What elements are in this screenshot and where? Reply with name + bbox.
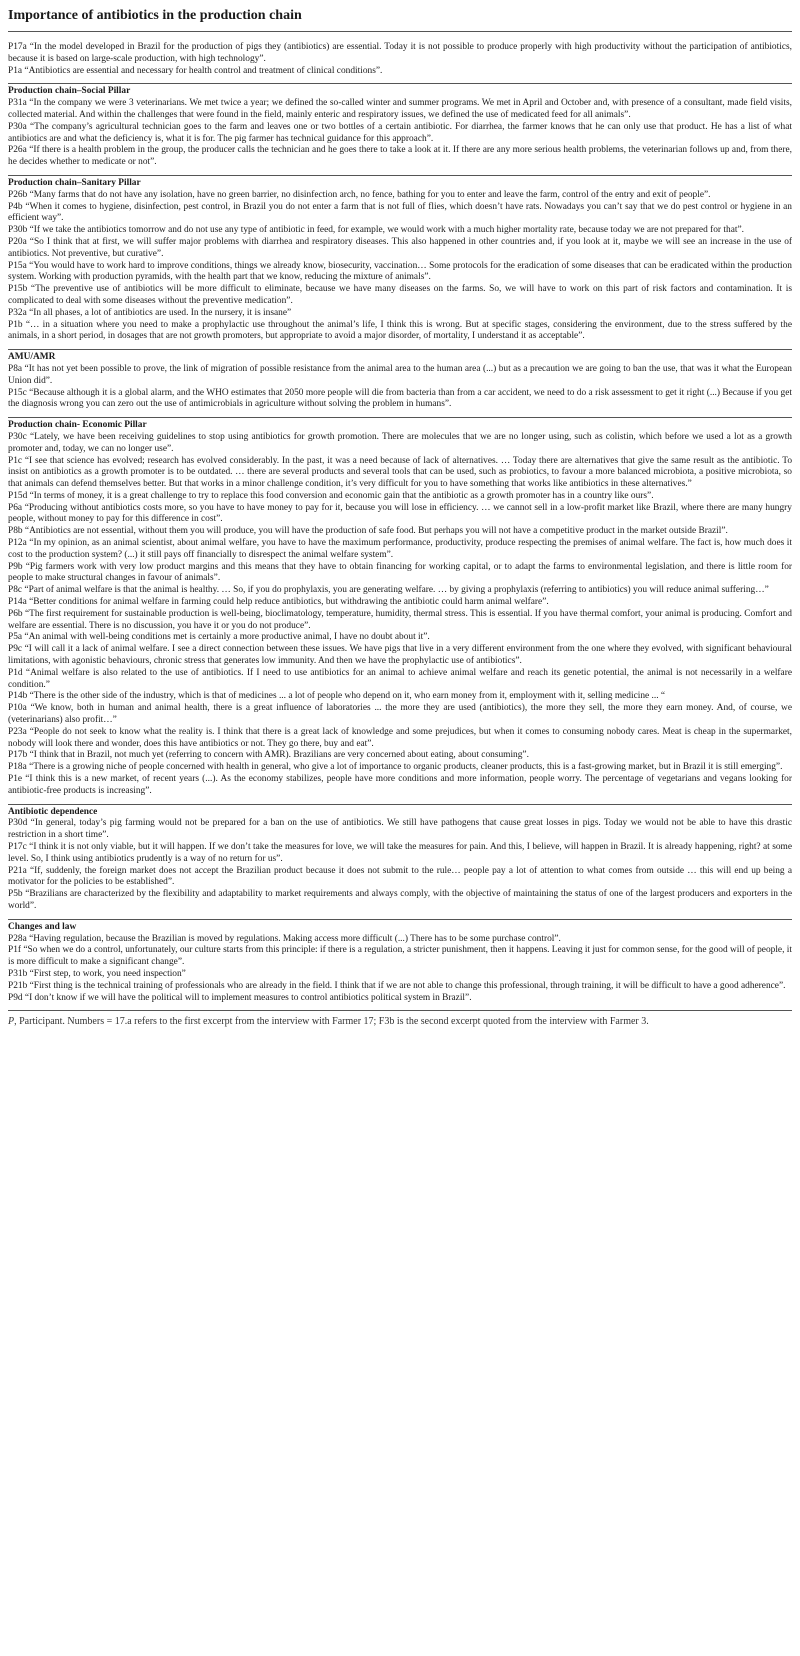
quote: P15d “In terms of money, it is a great challenge to try to replace this food conversion and economic gain that the antibiotic as a growth promoter has in a country like ours”. [8, 490, 654, 501]
table-title: Importance of antibiotics in the production chain [8, 4, 792, 32]
quote: P15c “Because although it is a global alarm, and the WHO estimates that 2050 more people will die from bacteria than from a car accident, we need to do a risk assessment to get it right (...) Because if you get the diagnosis wrong you can zero out the use of antimicrobials in agriculture without solving the problem in humans”. [8, 387, 792, 410]
quote: P23a “People do not seek to know what the reality is. I think that there is a great lack of knowledge and some prejudices, but when it comes to consuming nobody cares. Meat is cheap in the supermarket, nobody will look there and wonder, does this have antibiotics or not. They go there, buy and eat”. [8, 726, 792, 749]
intro-block [8, 32, 792, 77]
quote: P1e “I think this is a new market, of recent years (...). As the economy stabilizes, people have more conditions and more information, people worry. The percentage of vegetarians and vegans looking for antibiotic-free products is increasing”. [8, 774, 792, 796]
quote: P9b “Pig farmers work with very low product margins and this means that they have to obtain financing for working capital, or to adapt the farms to environmental legislation, and there is little room for people to make structural changes in favour of animals”. [8, 561, 792, 584]
section-title: Production chain- Economic Pillar [8, 420, 147, 431]
quote: P20a “So I think that at first, we will suffer major problems with diarrhea and respiratory diseases. This also happened in other countries and, if you look at it, maybe we will see an increase in the use of antibiotics. Not preventive, but curative”. [8, 236, 792, 259]
quote: P21b “First thing is the technical training of professionals who are already in the field. I think that if we are not able to change this professional, through training, it will be difficult to have a good adherence”. [8, 980, 786, 991]
quote: P1a “Antibiotics are essential and necessary for health control and treatment of clinical conditions”. [8, 65, 383, 76]
footnote [8, 1010, 792, 1028]
section [8, 804, 792, 913]
quote: P30c “Lately, we have been receiving guidelines to stop using antibiotics for growth promotion. There are molecules that we are no longer using, such as colistin, which before we used a lot as a growth promoter and, today, we can no longer use”. [8, 431, 792, 454]
quote: P14a “Better conditions for animal welfare in farming could help reduce antibiotics, but withdrawing the antibiotic could harm animal welfare”. [8, 597, 549, 608]
quote: P30a “The company’s agricultural technician goes to the farm and leaves one or two bottles of a certain antibiotic. For diarrhea, the farmer knows that he can only use that product. He has a list of what antibiotics are and what the deficiency is, what it is for. The pig farmer has technical guidance for this approach”. [8, 121, 792, 144]
quote: P31a “In the company we were 3 veterinarians. We met twice a year; we defined the so-called winter and summer programs. We met in April and October and, with presence of a consultant, made field visits, collected material. And within the challenges that were found in the field, mainly enteric and respiratory issues, we defined the use of medicated feed for all animals”. [8, 98, 792, 120]
quote: P9c “I will call it a lack of animal welfare. I see a direct connection between these issues. We have pigs that live in a very different environment from the one where they evolved, with significant behavioural limitations, with agonistic behaviours, chronic stress that generates low immunity. And then we have the prophylactic use of antibiotics”. [8, 644, 792, 667]
quote: P18a “There is a growing niche of people concerned with health in general, who give a lot of importance to organic products, cleaner products, this is a fast-growing market, but in Brazil it is still emerging”. [8, 762, 783, 773]
quote: P21a “If, suddenly, the foreign market does not accept the Brazilian product because it does not submit to the rule… people pay a lot of attention to what comes from outside … this will end up being a motivator for the policies to be established”. [8, 865, 792, 888]
quote: P5b “Brazilians are characterized by the flexibility and adaptability to market requirements and always comply, with the objective of maintaining the status of one of the largest producers and exporters in the world”. [8, 889, 792, 911]
section [8, 175, 792, 343]
quote: P1b “… in a situation where you need to make a prophylactic use throughout the animal’s life, I think this is wrong. But at specific stages, considering the environment, due to the stress suffered by the animals, in a short period, in dosages that are not growth promoters, but appropriate to avoid a major disorder, of mortality, I understand it as acceptable”. [8, 319, 792, 342]
quote: P32a “In all phases, a lot of antibiotics are used. In the nursery, it is insane” [8, 307, 292, 318]
quote: P4b “When it comes to hygiene, disinfection, pest control, in Brazil you do not enter a farm that is not full of flies, which doesn’t have rats. Nowadays you can’t say that we do pest control or hygiene in an efficient way”. [8, 201, 792, 224]
quote: P15b “The preventive use of antibiotics will be more difficult to eliminate, because we have many diseases on the farms. So, we will have to work on this part of risk factors and contamination. It is complicated to deal with some diseases without the preventive medication”. [8, 284, 792, 306]
section [8, 349, 792, 411]
quote: P9d “I don’t know if we will have the political will to implement measures to control antibiotics political system in Brazil”. [8, 992, 472, 1003]
footnote-text: , Participant. Numbers = 17.a refers to the first excerpt from the interview with Farmer 17; F3b is the second excerpt quoted from the interview with Farmer 3. [14, 1016, 649, 1028]
section-title: Production chain–Sanitary Pillar [8, 177, 141, 188]
quote: P28a “Having regulation, because the Brazilian is moved by regulations. Making access more difficult (...) There has to be some purchase control”. [8, 933, 561, 944]
section-title: AMU/AMR [8, 352, 56, 363]
quote: P5a “An animal with well-being conditions met is certainly a more productive animal, I have no doubt about it”. [8, 632, 430, 643]
quote: P30d “In general, today’s pig farming would not be prepared for a ban on the use of antibiotics. We still have pathogens that cause great losses in pigs. Today we would not be able to have this drastic restriction in a short time”. [8, 818, 792, 841]
quote: P10a “We know, both in human and animal health, there is a great influence of laboratories ... the more they are used (antibiotics), the more they sell, the more they earn money. And, of course, we (veterinarians) also profit…” [8, 703, 792, 726]
quote: P1c “I see that science has evolved; research has evolved considerably. In the past, it was a need because of lack of alternatives. … Today there are alternatives that give the same result as the antibiotic. To insist on antibiotics as a growth promoter is to be outdated. … there are several products and several tools that can be used, such as probiotics, to favour a more balanced microbiota, a positive microbiota, so that animals can defend themselves better. But that works in a minor challenge condition, it’s very difficult for you to have something that works like antibiotics in these alternatives.” [8, 455, 792, 490]
section [8, 417, 792, 798]
quote: P31b “First step, to work, you need inspection” [8, 968, 186, 979]
quote: P26a “If there is a health problem in the group, the producer calls the technician and he goes there to take a look at it. If there are any more serious health problems, the veterinarian follows up and, from there, he decides whether to medicate or not”. [8, 145, 792, 168]
quote: P17c “I think it is not only viable, but it will happen. If we don’t take the measures for love, we will take the measures for pain. And this, I believe, will happen in Brazil. It is already happening, right? at some level. So, I think using antibiotics prudently is a way of no return for us”. [8, 842, 792, 864]
quote: P17b “I think that in Brazil, not much yet (referring to concern with AMR). Brazilians are very concerned about eating, about consuming”. [8, 750, 529, 761]
quote: P12a “In my opinion, as an animal scientist, about animal welfare, you have to have the maximum performance, productivity, produce respecting the premises of animal welfare. The fact is, how much does it cost to the production system? (...) it still pays off financially to disrespect the animal welfare system”. [8, 538, 792, 560]
quote: P8c “Part of animal welfare is that the animal is healthy. … So, if you do prophylaxis, you are generating welfare. … by giving a prophylaxis (referring to antibiotics) you will reduce animal suffering…” [8, 585, 769, 596]
quote: P30b “If we take the antibiotics tomorrow and do not use any type of antibiotic in feed, for example, we would work with a much higher mortality rate, because today we are not prepared for that”. [8, 225, 744, 236]
quote: P8b “Antibiotics are not essential, without them you will produce, you will have the production of safe food. But perhaps you will not have a competitive product in the market outside Brazil”. [8, 526, 728, 537]
quote: P1f “So when we do a control, unfortunately, our culture starts from this principle: if there is a regulation, a stricter punishment, then it happens. Leaving it just for common sense, for the good will of people, it is more difficult to make a significant change”. [8, 945, 792, 968]
section [8, 919, 792, 1005]
quote: P17a “In the model developed in Brazil for the production of pigs they (antibiotics) are essential. Today it is not possible to produce properly with high productivity without the participation of antibiotics, because it is based on large-scale production, with high technology”. [8, 42, 792, 64]
quote: P15a “You would have to work hard to improve conditions, things we already know, biosecurity, vaccination… Some protocols for the eradication of some diseases that can be eradicated within the production system. Working with production pyramids, with the health part that we know, reducing the mixture of animals”. [8, 260, 792, 283]
quote: P26b “Many farms that do not have any isolation, have no green barrier, no disinfection arch, no fence, bathing for you to enter and leave the farm, control of the entry and exit of people”. [8, 189, 711, 200]
sections-container [8, 83, 792, 1004]
section-title: Antibiotic dependence [8, 806, 98, 817]
quote: P1d “Animal welfare is also related to the use of antibiotics. If I need to use antibiotics for an animal to achieve animal welfare and reach its genetic potential, the animal is not necessarily in a welfare condition.” [8, 667, 792, 690]
quote: P6b “The first requirement for sustainable production is well-being, bioclimatology, temperature, humidity, thermal stress. This is essential. If you have thermal comfort, your animal is producing. Comfort and welfare are essential. There is no discussion, you have it or you do not produce”. [8, 608, 792, 631]
quote: P14b “There is the other side of the industry, which is that of medicines ... a lot of people who depend on it, who earn money from it, employment with it, selling medicine ... “ [8, 691, 666, 702]
section-title: Changes and law [8, 921, 77, 932]
section-title: Production chain–Social Pillar [8, 86, 131, 97]
quote: P6a “Producing without antibiotics costs more, so you have to have money to pay for it, because you will lose in efficiency. … we cannot sell in a low-profit market like Brazil, where there are many hungry people, without money to pay for this difference in cost”. [8, 502, 792, 525]
section [8, 83, 792, 169]
quote: P8a “It has not yet been possible to prove, the link of migration of possible resistance from the animal area to the human area (...) but as a precaution we are going to ban the use, that was it what the European Union did”. [8, 363, 792, 386]
footnote-label: P [8, 1016, 15, 1028]
